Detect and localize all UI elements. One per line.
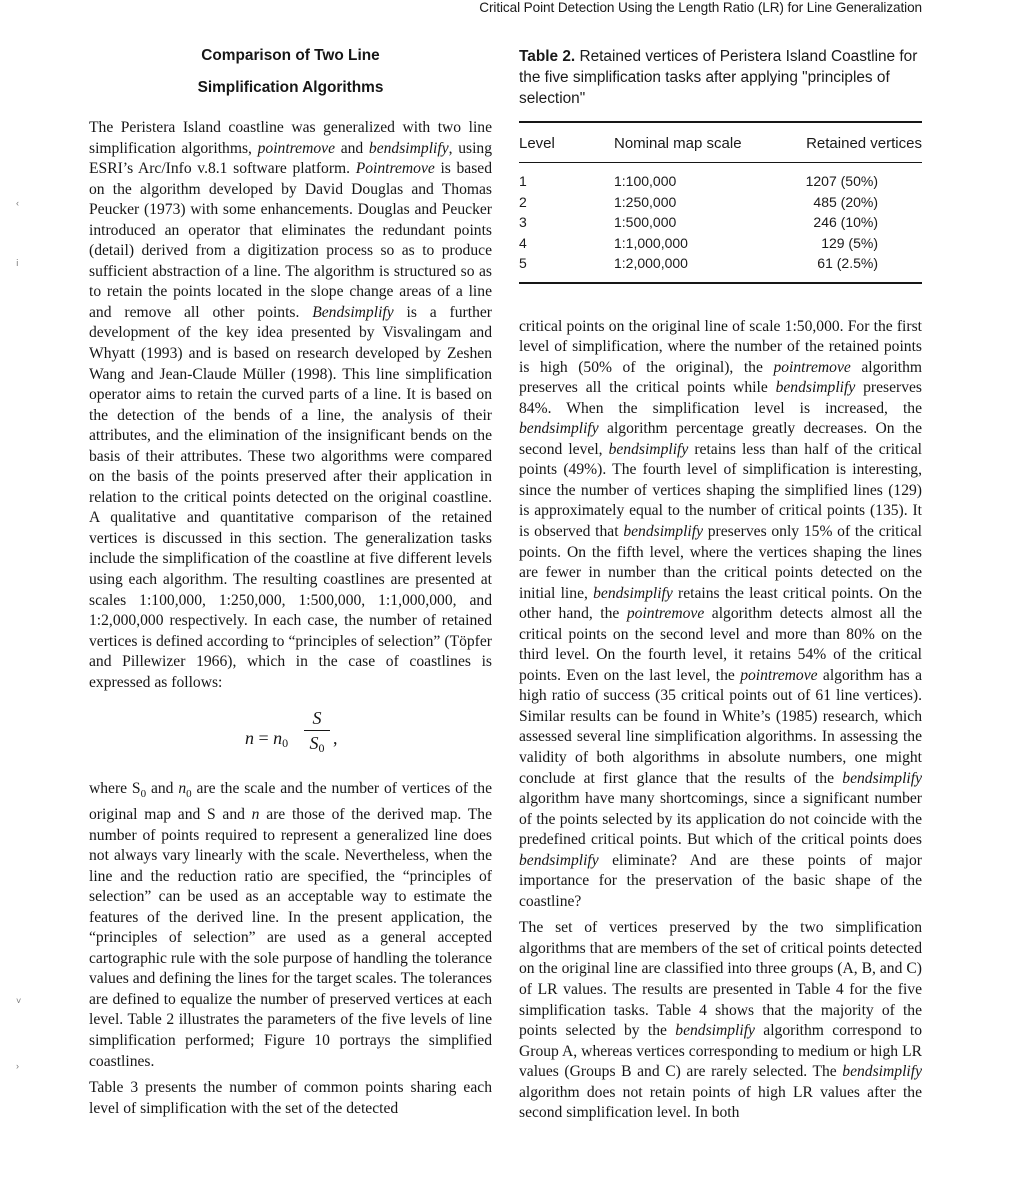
margin-mark: › [16,1061,19,1071]
margin-mark: ⅰ [16,258,19,268]
table-row [519,233,922,254]
column-header-level: Level [519,135,555,152]
table-row [519,163,922,192]
equation-lhs: $n = n_0$ [245,728,289,751]
table-cell: 1 [519,173,527,189]
table-cell: 1207 (50%) [805,173,878,189]
equation-denominator: $S_0$ [309,733,325,756]
table-cell: 2 [519,193,527,210]
table-row [519,212,922,233]
table-cell: 1:1,000,000 [614,234,688,251]
equation-fraction [302,707,332,759]
equation-numerator: S [312,708,322,729]
fraction-bar [304,730,330,731]
margin-mark: ‹ [16,198,19,208]
table-cell: 129 (5%) [821,234,878,251]
table-header-row [519,122,922,163]
section-heading-line-1: Comparison of Two Line [201,47,380,64]
table-row [519,192,922,213]
running-head: Critical Point Detection Using the Length Ratio (LR) for Line Generalization [479,0,922,15]
equation [89,693,492,779]
table-cell: 1:500,000 [614,214,677,230]
table-cell: 1:250,000 [614,193,677,210]
table-cell: 61 (2.5%) [817,255,878,271]
column-header-scale: Nominal map scale [614,135,742,152]
margin-mark: ˅ [16,996,22,1006]
retained-vertices-table [519,121,922,284]
right-column [519,40,922,1124]
table-caption-text: Retained vertices of Peristera Island Coastline for the five simplification tasks after applying "principles of selection" [519,48,918,107]
column-header-retained: Retained vertices [806,135,922,152]
equation-comma: , [333,728,338,749]
table-cell: 5 [519,255,527,271]
table-cell: 4 [519,234,527,251]
left-column [89,40,492,1119]
body-paragraph: critical points on the original line of scale 1:50,000. For the first level of simplification, where the number of the retained points is high (50% of the original), the pointremove algorithm preserves all the critical points while bendsimplify preserves 84%. When the simplification level is increased, the bendsimplify algorithm percentage greatly decreases. On the second level, bendsimplify retains less than half of the critical points (49%). The fourth level of simplification is interesting, since the number of vertices shaping the simplified lines (129) is approximately equal to the number of critical points (135). It is observed that bendsimplify preserves only 15% of the critical points. On the fifth level, where the vertices shaping the lines are fewer in number than the critical points detected on the initial line, bendsimplify retains the least critical points. On the other hand, the pointremove algorithm detects almost all the critical points on the second level and more than 80% on the third level. On the fourth level, it retains 54% of the critical points. Even on the last level, the pointremove algorithm has a high ratio of success (35 critical points out of 61 line vertices). Similar results can be found in White’s (1985) research, which assessed several line simplification algorithms. In assessing the validity of both algorithms in absolute numbers, one might conclude at first glance that the results of the bendsimplify algorithm have many shortcomings, since a significant number of the points selected by its application do not coincide with the predefined critical points. But which of the critical points does bendsimplify eliminate? And are these points of major importance for the preservation of the basic shape of the coastline? [519,317,923,910]
section-heading [89,40,492,104]
table-spacer [519,284,922,317]
table-cell: 485 (20%) [813,193,878,210]
table-label: Table 2. [519,48,576,65]
table-cell: 1:2,000,000 [614,255,688,271]
body-paragraph: where $S_0$ and $n_0$ are the scale and the number of vertices of the original map and S and n are those of the derived map. The number of points required to represent a generalized line does not always vary linearly with the scale. Nevertheless, when the line and the reduction ratio are specified, the “principles of selection” can be used as an acceptable way to estimate the features of the derived line. In the present application, the “principles of selection” are used as a general accepted cartographic rule with the sole purpose of handling the tolerance values and defining the lines for the target scales. The tolerances are defined to equalize the number of preserved vertices at each level. Table 2 illustrates the parameters of the five levels of line simplification performed; Figure 10 portrays the simplified coastlines. [89,780,492,1070]
section-heading-line-2: Simplification Algorithms [197,79,384,96]
table-caption [519,46,922,109]
table-cell: 246 (10%) [813,214,878,230]
body-paragraph: The set of vertices preserved by the two simplification algorithms that are members of the set of critical points detected on the original line are classified into three groups (A, B, and C) of LR values. The results are presented in Table 4 for the five simplification tasks. Table 4 shows that the majority of the points selected by the bendsimplify algorithm correspond to Group A, whereas vertices corresponding to medium or high LR values (Groups B and C) are rarely selected. The bendsimplify algorithm does not retain points of high LR values after the second simplification level. In both [519,919,922,1122]
table-cell: 3 [519,214,527,230]
body-paragraph: The Peristera Island coastline was generalized with two line simplification algorithms, pointremove and bendsimplify, using ESRI’s Arc/Info v.8.1 software platform. Pointremove is based on the algorithm developed by David Douglas and Thomas Peucker (1973) with some enhancements. Douglas and Peucker introduced an operator that eliminates the redundant points (detail) derived from a digitization process so as to produce sufficient abstraction of a line. The algorithm is structured so as to retain the points located in the slope change areas of a line and remove all other points. Bendsimplify is a further development of the key idea presented by Visvalingam and Whyatt (1993) and is based on research developed by Zeshen Wang and Jean-Claude Müller (1998). This line simplification operator aims to retain the curved parts of a line. It is based on the detection of the bends of a line, the analysis of their attributes, and the elimination of the insignificant bends on the basis of their attributes. These two algorithms were compared on the basis of the points preserved after their application in relation to the critical points detected on the original coastline. A qualitative and quantitative comparison of the retained vertices is discussed in this section. The generalization tasks include the simplification of the coastline at five different levels using each algorithm. The resulting coastlines are presented at scales 1:100,000, 1:250,000, 1:500,000, 1:1,000,000, and 1:2,000,000 respectively. In each case, the number of retained vertices is defined according to “principles of selection” (Töpfer and Pillewizer 1966), which in the case of coastlines is expressed as follows: [89,119,493,691]
table-row [519,253,922,283]
body-paragraph: Table 3 presents the number of common points sharing each level of simplification with the set of the detected [89,1079,492,1117]
table-cell: 1:100,000 [614,173,677,189]
